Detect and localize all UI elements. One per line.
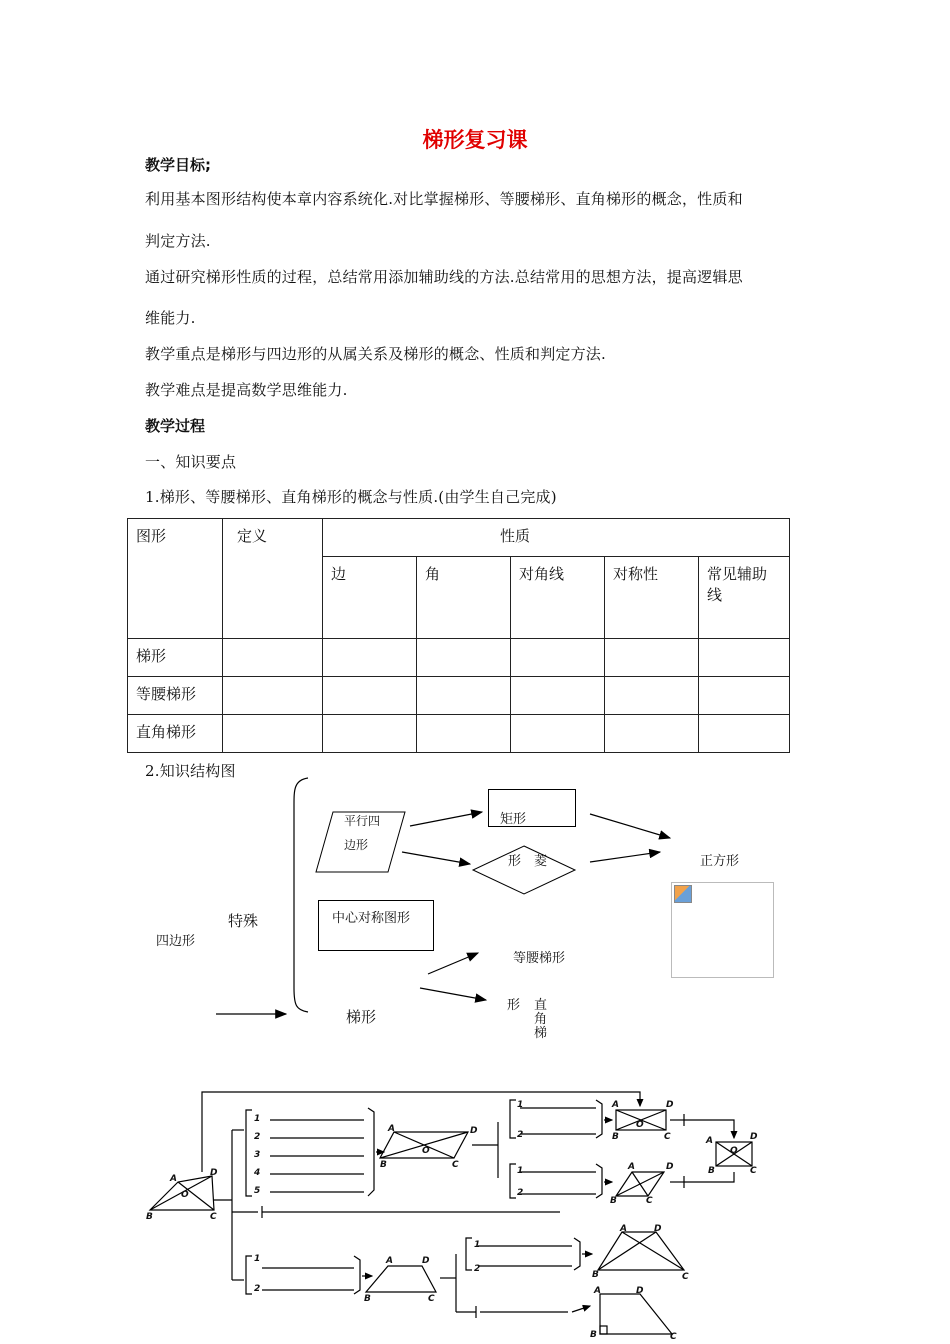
vertex-label: B — [612, 1132, 619, 1142]
number-label: 2 — [254, 1132, 261, 1142]
number-label: 1 — [254, 1114, 261, 1124]
vertex-label: O — [422, 1146, 430, 1156]
vertex-label: C — [428, 1294, 435, 1304]
header-aux-lines: 常见辅助线 — [699, 557, 790, 639]
vertex-label: C — [646, 1196, 653, 1206]
arrow — [410, 812, 482, 826]
goal-line-4: 维能力. — [145, 309, 196, 327]
rectangle-label: 矩形 — [500, 812, 527, 827]
vertex-label: O — [181, 1190, 189, 1200]
goal-line-3: 通过研究梯形性质的过程，总结常用添加辅助线的方法.总结常用的思想方法，提高逻辑思 — [145, 268, 743, 286]
special-label: 特殊 — [228, 912, 259, 930]
vertex-label: D — [666, 1100, 674, 1110]
item-2: 2.知识结构图 — [145, 762, 236, 780]
number-label: 1 — [517, 1166, 524, 1176]
vertex-label: O — [636, 1120, 644, 1130]
vertex-label: C — [452, 1160, 459, 1170]
number-label: 2 — [254, 1284, 261, 1294]
vertex-label: D — [654, 1224, 662, 1234]
vertex-label: B — [590, 1330, 597, 1340]
vertex-label: B — [146, 1212, 153, 1222]
vertex-label: O — [730, 1146, 738, 1156]
section-heading: 一、知识要点 — [145, 453, 237, 471]
trapezoid-label: 梯形 — [346, 1008, 377, 1026]
goal-line-2: 判定方法. — [145, 232, 211, 250]
vertex-label: D — [422, 1256, 430, 1266]
row-label: 梯形 — [128, 639, 223, 677]
arrow — [420, 988, 486, 1000]
vertex-label: D — [750, 1132, 758, 1142]
number-label: 1 — [517, 1100, 524, 1110]
vertex-label: A — [594, 1286, 601, 1296]
vertex-label: B — [610, 1196, 617, 1206]
vertex-label: A — [612, 1100, 619, 1110]
vertex-label: C — [210, 1212, 217, 1222]
vertex-label: C — [664, 1132, 671, 1142]
number-label: 2 — [517, 1188, 524, 1198]
central-symmetric-label: 中心对称图形 — [332, 911, 411, 926]
vertex-label: B — [380, 1160, 387, 1170]
vertex-label: B — [708, 1166, 715, 1176]
vertex-label: D — [470, 1126, 478, 1136]
vertex-label: C — [670, 1332, 677, 1342]
bottom-flowchart — [150, 1092, 752, 1334]
arrow — [590, 852, 660, 862]
number-label: 4 — [254, 1168, 261, 1178]
right-trapezoid-label-d: 梯 — [534, 1026, 548, 1041]
vertex-label: D — [666, 1162, 674, 1172]
vertex-label: C — [682, 1272, 689, 1282]
page-title: 梯形复习课 — [422, 128, 528, 152]
goal-line-1: 利用基本图形结构使本章内容系统化.对比掌握梯形、等腰梯形、直角梯形的概念，性质和 — [145, 190, 743, 208]
row-label: 等腰梯形 — [128, 677, 223, 715]
header-diagonals: 对角线 — [511, 557, 605, 639]
vertex-label: D — [210, 1168, 218, 1178]
number-label: 2 — [517, 1130, 524, 1140]
vertex-label: A — [620, 1224, 627, 1234]
item-1: 1.梯形、等腰梯形、直角梯形的概念与性质.(由学生自己完成) — [145, 488, 557, 506]
process-heading: 教学过程 — [145, 417, 206, 435]
vertex-label: A — [386, 1256, 393, 1266]
number-label: 1 — [474, 1240, 481, 1250]
right-trapezoid-label-b: 直 — [534, 998, 548, 1013]
vertex-label: B — [364, 1294, 371, 1304]
vertex-label: D — [636, 1286, 644, 1296]
row-label: 直角梯形 — [128, 715, 223, 753]
arrow — [428, 953, 478, 974]
number-label: 1 — [254, 1254, 261, 1264]
vertex-label: A — [388, 1124, 395, 1134]
vertex-label: A — [628, 1162, 635, 1172]
parallelogram-label-1: 平行四 — [344, 814, 381, 828]
goal-heading: 教学目标; — [145, 156, 211, 174]
header-properties: 性质 — [323, 519, 790, 557]
header-shape: 图形 — [128, 519, 223, 639]
difficulty-text: 教学难点是提高数学思维能力. — [145, 381, 348, 399]
number-label: 2 — [474, 1264, 481, 1274]
image-placeholder — [671, 882, 774, 978]
iso-trapezoid-label: 等腰梯形 — [513, 951, 566, 966]
rhombus-label: 形 菱 — [508, 854, 548, 869]
structure-brace — [294, 778, 308, 1012]
vertex-label: B — [592, 1270, 599, 1280]
header-angles: 角 — [417, 557, 511, 639]
arrow — [590, 814, 670, 838]
vertex-label: A — [706, 1136, 713, 1146]
vertex-label: C — [750, 1166, 757, 1176]
header-definition: 定义 — [223, 519, 323, 639]
right-trapezoid-label-c: 角 — [534, 1012, 548, 1027]
square-label: 正方形 — [700, 854, 740, 869]
broken-image-icon — [674, 885, 692, 903]
header-sides: 边 — [323, 557, 417, 639]
arrow — [402, 852, 470, 864]
parallelogram-label-2: 边形 — [344, 838, 369, 852]
number-label: 3 — [254, 1150, 261, 1160]
right-trapezoid-label-a: 形 — [507, 998, 521, 1013]
header-symmetry: 对称性 — [605, 557, 699, 639]
vertex-label: A — [170, 1174, 177, 1184]
number-label: 5 — [254, 1186, 261, 1196]
quadrilateral-label: 四边形 — [156, 934, 196, 949]
focus-text: 教学重点是梯形与四边形的从属关系及梯形的概念、性质和判定方法. — [145, 345, 606, 363]
